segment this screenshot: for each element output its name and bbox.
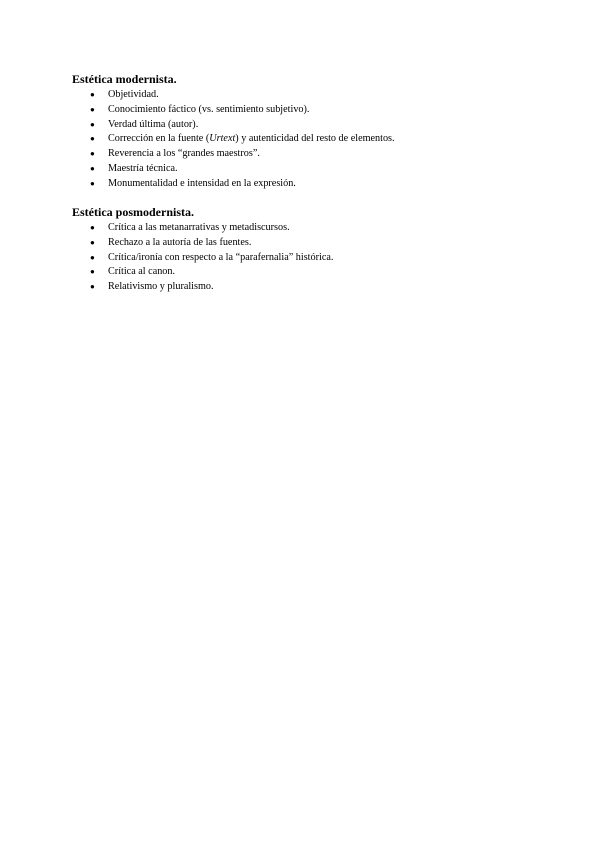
- list-item: ● Reverencia a los “grandes maestros”.: [72, 147, 552, 162]
- bullet-icon: ●: [90, 178, 95, 188]
- bullet-list: [72, 221, 552, 295]
- list-item: ● Corrección en la fuente (Urtext) y autenticidad del resto de elementos.: [72, 132, 552, 147]
- bullet-icon: ●: [90, 252, 95, 262]
- bullet-icon: ●: [90, 237, 95, 247]
- bullet-icon: ●: [90, 119, 95, 129]
- bullet-icon: ●: [90, 282, 95, 292]
- section-heading: Estética posmodernista.: [72, 205, 194, 219]
- list-item: ● Crítica a las metanarrativas y metadiscursos.: [72, 221, 552, 236]
- section-heading: Estética modernista.: [72, 72, 177, 86]
- list-item: ● Verdad última (autor).: [72, 118, 552, 133]
- list-item: ● Monumentalidad e intensidad en la expresión.: [72, 177, 552, 192]
- list-item: ● Crítica al canon.: [72, 265, 552, 280]
- list-item: ● Conocimiento fáctico (vs. sentimiento subjetivo).: [72, 103, 552, 118]
- list-item: ● Rechazo a la autoría de las fuentes.: [72, 236, 552, 251]
- list-item: ● Objetividad.: [72, 88, 552, 103]
- list-item: ● Maestría técnica.: [72, 162, 552, 177]
- bullet-icon: ●: [90, 163, 95, 173]
- section-postmodernist-aesthetics: [72, 205, 552, 295]
- section-modernist-aesthetics: [72, 72, 552, 192]
- bullet-icon: ●: [90, 134, 95, 144]
- bullet-icon: ●: [90, 223, 95, 232]
- bullet-icon: ●: [90, 267, 95, 277]
- italic-term: Urtext: [209, 133, 236, 145]
- bullet-list: [72, 88, 552, 192]
- bullet-icon: ●: [90, 149, 95, 159]
- bullet-icon: ●: [90, 104, 95, 114]
- list-item: ● Crítica/ironía con respecto a la “parafernalia” histórica.: [72, 251, 552, 266]
- bullet-icon: ●: [90, 90, 95, 99]
- list-item: ● Relativismo y pluralismo.: [72, 280, 552, 295]
